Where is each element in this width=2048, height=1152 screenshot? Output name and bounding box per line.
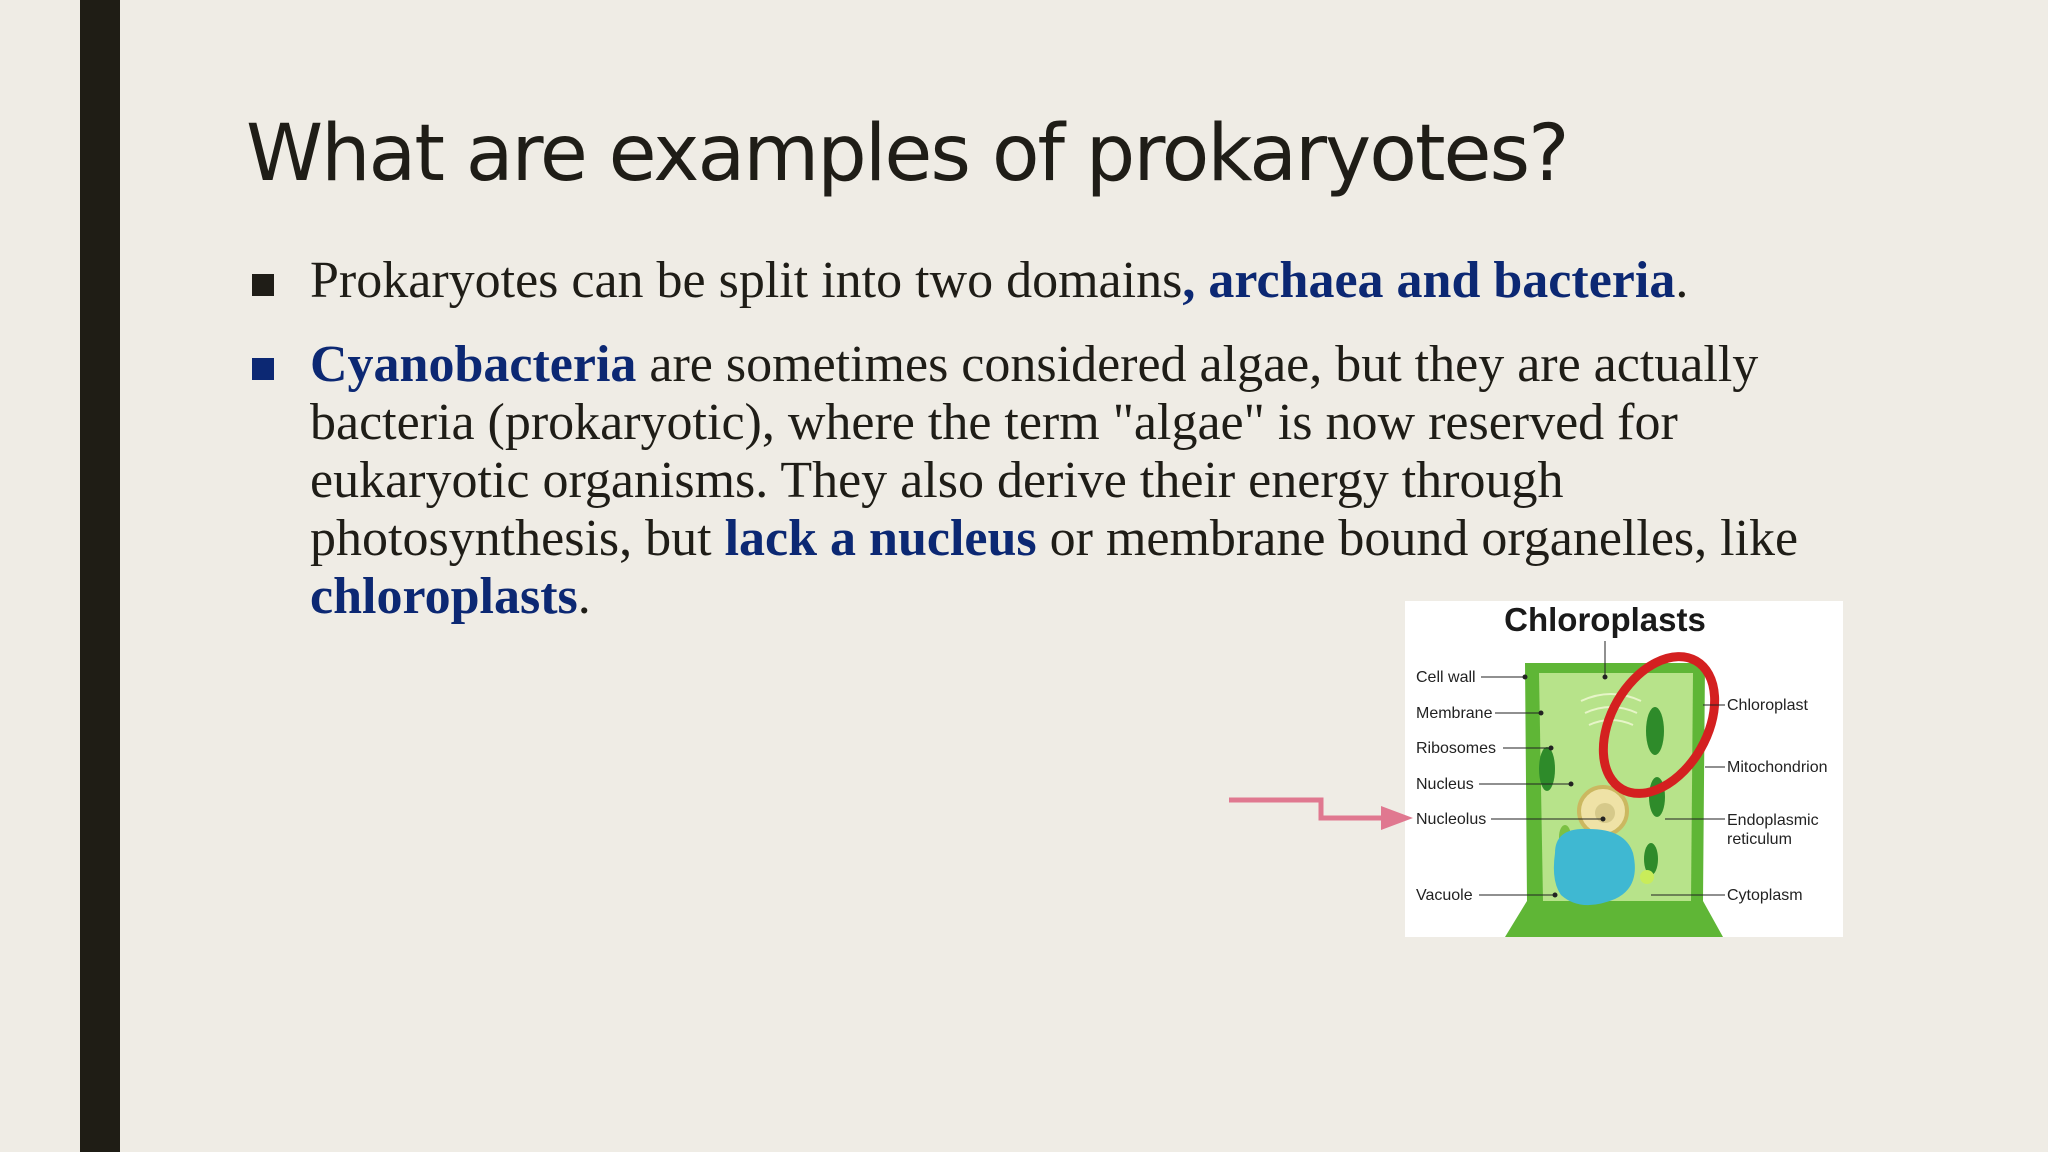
bullet-highlight: Cyanobacteria: [310, 336, 637, 393]
label-vacuole: Vacuole: [1416, 887, 1473, 904]
bullet-text: Prokaryotes can be split into two domains: [310, 252, 1183, 309]
side-bar: [80, 0, 120, 1152]
label-endoplasmic: Endoplasmic: [1727, 812, 1819, 829]
label-cytoplasm: Cytoplasm: [1727, 887, 1803, 904]
bullet-cyanobacteria: [246, 336, 1846, 626]
label-nucleus: Nucleus: [1416, 776, 1474, 793]
chloroplast-shape: [1646, 707, 1664, 755]
slide-title: What are examples of prokaryotes?: [246, 109, 1568, 199]
bullet-text: .: [1675, 252, 1689, 309]
bullet-text: .: [577, 568, 591, 625]
bullet-text: or membrane bound organelles, like: [1036, 510, 1799, 567]
vacuole-shape: [1554, 829, 1635, 905]
label-membrane: Membrane: [1416, 705, 1493, 722]
label-ribosomes: Ribosomes: [1416, 740, 1497, 757]
bullet-highlight: , archaea and bacteria: [1182, 252, 1676, 309]
label-mitochondrion: Mitochondrion: [1727, 759, 1828, 776]
bullet-highlight: chloroplasts: [310, 568, 578, 625]
plant-cell-diagram: [1405, 601, 1843, 937]
label-cell-wall: Cell wall: [1416, 669, 1476, 686]
label-reticulum: reticulum: [1727, 831, 1792, 848]
label-chloroplast: Chloroplast: [1727, 697, 1808, 714]
bullet-text: are sometimes considered algae, but they are actually bacteria (prokaryotic), where the term "algae" is now reserved for eukaryotic organisms. They also derive their energy through photosynthesis, but: [310, 336, 1759, 567]
figure-title: Chloroplasts: [1504, 601, 1706, 638]
bullet-domains: [246, 252, 1846, 310]
label-nucleolus: Nucleolus: [1416, 811, 1487, 828]
pointer-arrow-icon: [1225, 790, 1425, 830]
bullet-highlight: lack a nucleus: [724, 510, 1037, 567]
bullet-list: [246, 252, 1846, 652]
square-bullet-icon: [252, 274, 274, 296]
square-bullet-icon: [252, 358, 274, 380]
